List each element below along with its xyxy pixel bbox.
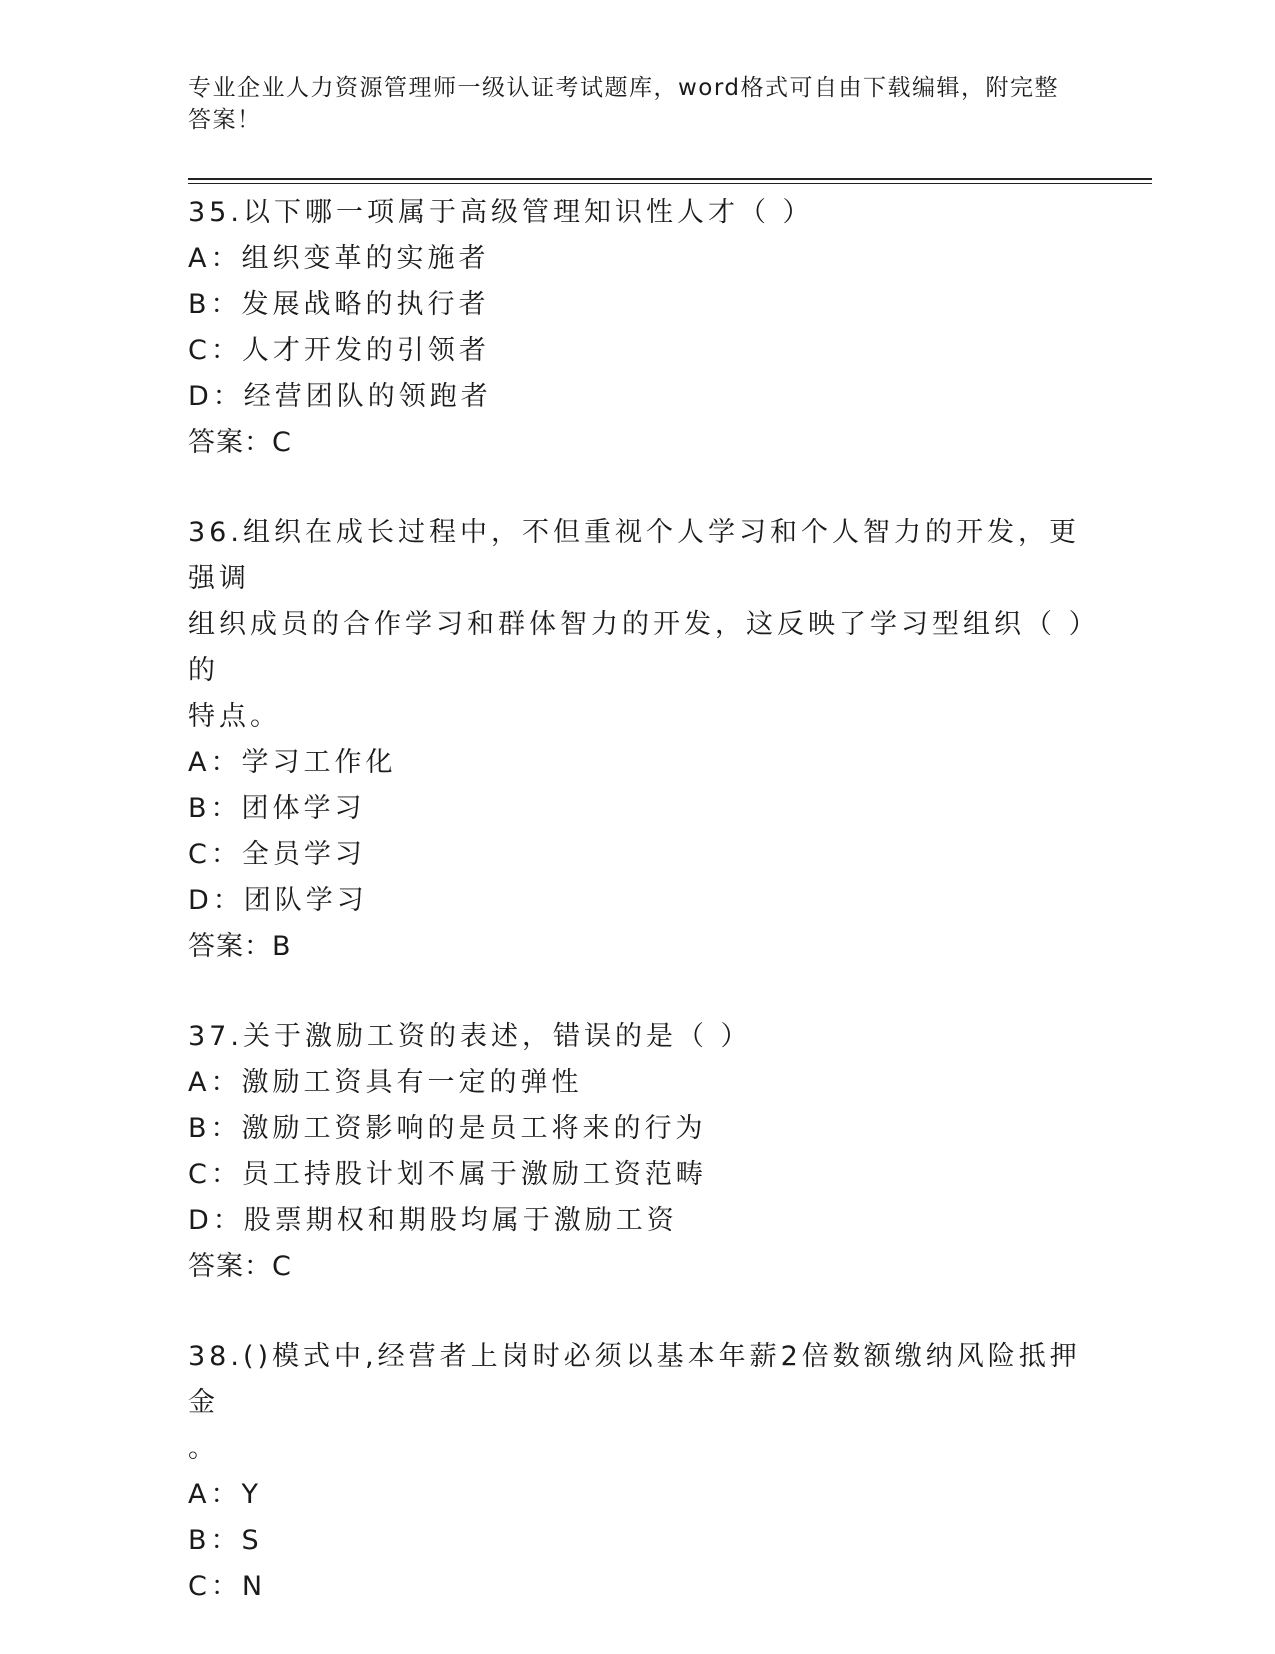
question-list [188,190,1088,1654]
option-d: D：团队学习 [188,885,368,916]
question-36 [188,510,1088,970]
option-d: D：经营团队的领跑者 [188,381,492,412]
option-d: D：股票期权和期股均属于激励工资 [188,1205,678,1236]
question-38 [188,1334,1088,1610]
question-35 [188,190,1088,466]
header-line-2: 答案！ [188,107,262,133]
question-stem: 37.关于激励工资的表述，错误的是（ ） [188,1021,752,1052]
header-divider-thin [188,183,1152,184]
question-stem: 。 [188,1433,219,1464]
question-stem: 38.()模式中,经营者上岗时必须以基本年薪2倍数额缴纳风险抵押金 [188,1341,1081,1418]
option-c: C：全员学习 [188,839,366,870]
header-divider-thick [188,178,1152,180]
option-b: B：发展战略的执行者 [188,289,490,320]
option-c: C：员工持股计划不属于激励工资范畴 [188,1159,707,1190]
answer-line: 答案：C [188,1251,292,1282]
question-stem: 36.组织在成长过程中，不但重视个人学习和个人智力的开发，更强调 [188,517,1080,594]
option-b: B：激励工资影响的是员工将来的行为 [188,1113,707,1144]
option-a: A：激励工资具有一定的弹性 [188,1067,583,1098]
question-stem: 35.以下哪一项属于高级管理知识性人才（ ） [188,197,814,228]
document-header [188,72,1088,136]
question-37 [188,1014,1088,1290]
option-b: B：团体学习 [188,793,366,824]
option-c: C：人才开发的引领者 [188,335,490,366]
option-a: A：学习工作化 [188,747,397,778]
answer-line: 答案：C [188,427,292,458]
option-a: A：Y [188,1479,262,1510]
option-b: B：S [188,1525,263,1556]
option-a: A：组织变革的实施者 [188,243,490,274]
question-stem: 组织成员的合作学习和群体智力的开发，这反映了学习型组织（ ）的 [188,609,1087,686]
question-stem: 特点。 [188,701,281,732]
option-c: C：N [188,1571,267,1602]
header-line-1: 专业企业人力资源管理师一级认证考试题库，word格式可自由下载编辑，附完整 [188,75,1060,101]
answer-line: 答案：B [188,931,292,962]
